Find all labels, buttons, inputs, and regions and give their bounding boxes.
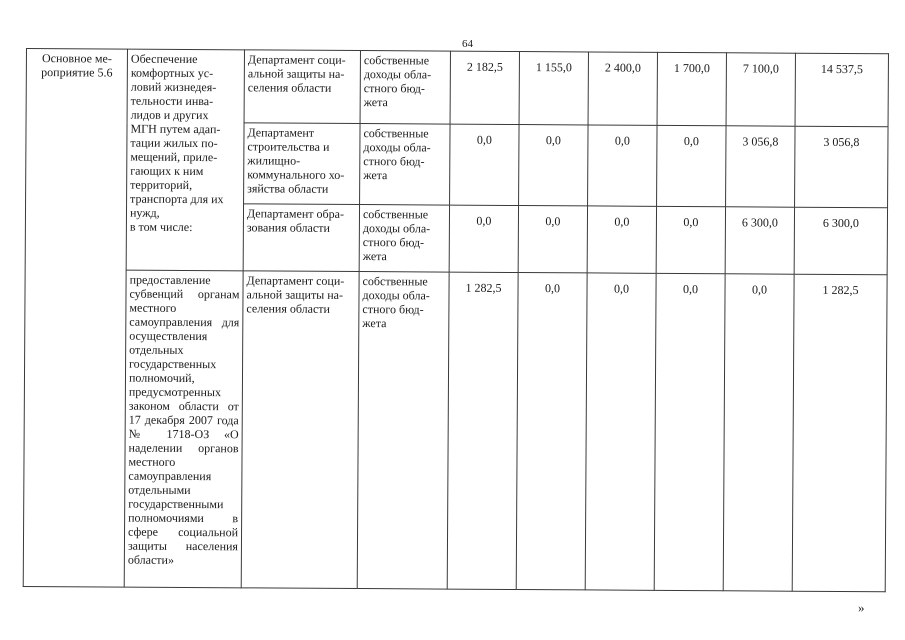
value-cell: 0,0 — [587, 206, 656, 273]
measure-description-cell: Обеспечение комфортных ус- ловий жизнедея- тельности инва- лидов и других МГН путем адап- тации жилых по- мещений, приле- гающих к ним территорий, транспорта для их нужд, в том числе: — [126, 49, 244, 271]
value-cell: 0,0 — [656, 206, 725, 273]
value-cell: 1 700,0 — [657, 52, 726, 125]
total-cell: 1 282,5 — [792, 274, 887, 592]
value-cell: 0,0 — [654, 273, 725, 590]
budget-table — [23, 48, 889, 592]
value-cell: 3 056,8 — [726, 126, 795, 207]
funding-source-cell: собственные доходы обла- стного бюд- жета — [360, 51, 450, 125]
value-cell: 0,0 — [585, 273, 656, 590]
value-cell: 0,0 — [588, 125, 657, 206]
table-row — [26, 49, 888, 127]
funding-source-cell: собственные доходы обла- стного бюд- жета — [360, 124, 450, 206]
value-cell: 0,0 — [518, 206, 587, 273]
value-cell: 6 300,0 — [725, 207, 794, 274]
value-cell: 1 155,0 — [519, 52, 588, 125]
subitem-description-cell: предоставление субвенций органам местного самоуправления для осуществления отдельных государственных полномочий, предусмотренных законом области от 17 декабря 2007 года № 1718-ОЗ «О наделении органов местного самоуправления отдельными государственными полномочиями в сфере социальной защиты населения области» — [124, 270, 243, 588]
closing-quote-mark: » — [858, 600, 865, 615]
department-cell: Департамент соци- альной защиты на- селения области — [244, 50, 360, 124]
total-cell: 14 537,5 — [795, 53, 888, 127]
value-cell: 0,0 — [450, 124, 519, 205]
department-cell: Департамент соци- альной защиты на- селения области — [241, 271, 359, 589]
department-cell: Департамент обра- зования области — [243, 204, 359, 272]
value-cell: 0,0 — [723, 274, 794, 591]
funding-source-cell: собственные доходы обла- стного бюд- жета — [357, 272, 449, 590]
page-number: 64 — [462, 38, 473, 50]
value-cell: 0,0 — [449, 205, 518, 272]
value-cell: 1 282,5 — [447, 272, 518, 589]
table-row — [23, 269, 887, 591]
value-cell: 0,0 — [516, 273, 587, 590]
measure-name-cell: Основное ме- роприятие 5.6 — [23, 49, 127, 588]
total-cell: 6 300,0 — [794, 207, 887, 275]
value-cell: 0,0 — [519, 125, 588, 206]
value-cell: 0,0 — [657, 125, 726, 206]
value-cell: 7 100,0 — [726, 53, 795, 126]
value-cell: 2 182,5 — [450, 51, 519, 124]
funding-source-cell: собственные доходы обла- стного бюд- жета — [359, 205, 449, 273]
department-cell: Департамент строительства и жилищно- коммунального хо- зяйства области — [244, 123, 360, 205]
total-cell: 3 056,8 — [795, 126, 888, 208]
value-cell: 2 400,0 — [588, 52, 657, 125]
